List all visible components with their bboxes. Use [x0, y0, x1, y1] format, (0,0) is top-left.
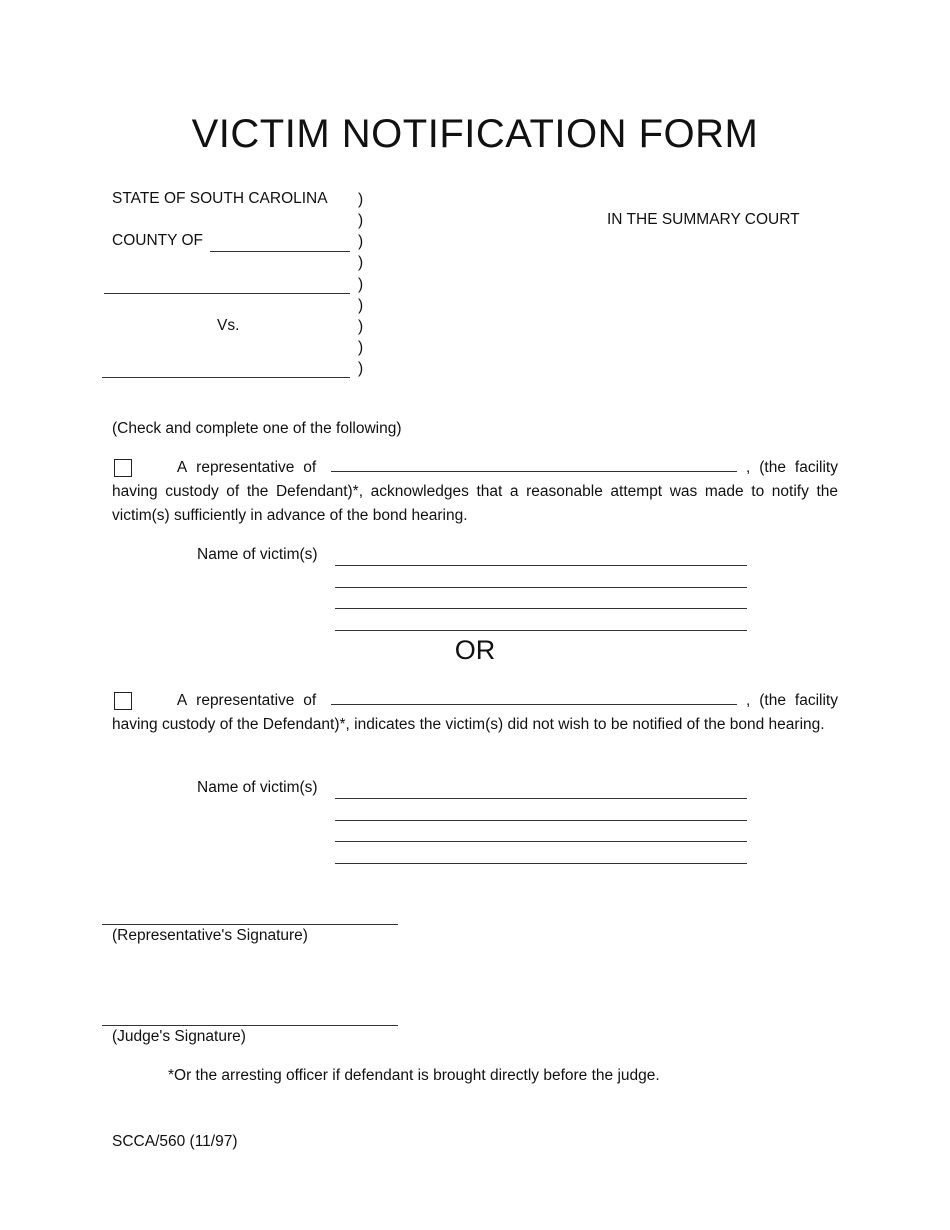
option1-word-of: of	[303, 459, 317, 476]
option1-victim-field[interactable]	[335, 587, 747, 588]
option2-victim-field[interactable]	[335, 798, 747, 799]
option2-word-facility: facility	[794, 692, 838, 709]
option2-word-the: (the	[759, 692, 786, 709]
or-divider: OR	[454, 635, 496, 665]
option2-word-a: A	[176, 692, 188, 709]
option2-victim-label: Name of victim(s)	[197, 779, 318, 796]
judge-signature-line[interactable]	[102, 1025, 398, 1026]
option1-facility-field[interactable]	[331, 457, 737, 472]
option1-victim-label: Name of victim(s)	[197, 546, 318, 563]
option1-word-a: A	[176, 459, 188, 476]
option1-continuation: having custody of the Defendant)*, acknowledges that a reasonable attempt was made to notify the victim(s) sufficiently in advance of the bond hearing.	[112, 483, 838, 524]
page-title: VICTIM NOTIFICATION FORM	[191, 112, 759, 156]
option2-victim-field[interactable]	[335, 841, 747, 842]
option1-victim-field[interactable]	[335, 565, 747, 566]
option2-word-representative: representative	[196, 692, 295, 709]
option1-word-the: (the	[759, 459, 786, 476]
option2-continuation: having custody of the Defendant)*, indicates the victim(s) did not wish to be notified of the bond hearing.	[112, 716, 825, 733]
instruction-text: (Check and complete one of the following)	[112, 420, 402, 437]
caption-paren: )	[358, 233, 364, 250]
option2-victim-field[interactable]	[335, 863, 747, 864]
defendant-field[interactable]	[102, 377, 350, 378]
option2-victim-field[interactable]	[335, 820, 747, 821]
option2-facility-field[interactable]	[331, 690, 737, 705]
versus-label: Vs.	[217, 317, 240, 334]
caption-paren: )	[358, 254, 364, 271]
option1-word-facility: facility	[794, 459, 838, 476]
state-label: STATE OF SOUTH CAROLINA	[112, 190, 328, 207]
representative-signature-label: (Representative's Signature)	[112, 927, 308, 944]
caption-paren: )	[358, 360, 364, 377]
option2-paragraph	[112, 689, 838, 737]
option1-victim-field[interactable]	[335, 608, 747, 609]
option1-paragraph	[112, 456, 838, 528]
caption-paren: )	[358, 191, 364, 208]
caption-paren: )	[358, 318, 364, 335]
county-field[interactable]	[210, 251, 350, 252]
option2-comma: ,	[746, 692, 751, 709]
caption-paren: )	[358, 212, 364, 229]
option1-victim-field[interactable]	[335, 630, 747, 631]
option2-word-of: of	[303, 692, 317, 709]
form-code: SCCA/560 (11/97)	[112, 1133, 238, 1150]
representative-signature-line[interactable]	[102, 924, 398, 925]
caption-paren: )	[358, 297, 364, 314]
judge-signature-label: (Judge's Signature)	[112, 1028, 246, 1045]
footnote: *Or the arresting officer if defendant is brought directly before the judge.	[168, 1067, 660, 1084]
court-label: IN THE SUMMARY COURT	[607, 211, 800, 228]
option1-comma: ,	[746, 459, 751, 476]
plaintiff-field[interactable]	[104, 293, 350, 294]
county-label: COUNTY OF	[112, 232, 203, 249]
caption-paren: )	[358, 339, 364, 356]
caption-paren: )	[358, 276, 364, 293]
option1-word-representative: representative	[196, 459, 295, 476]
